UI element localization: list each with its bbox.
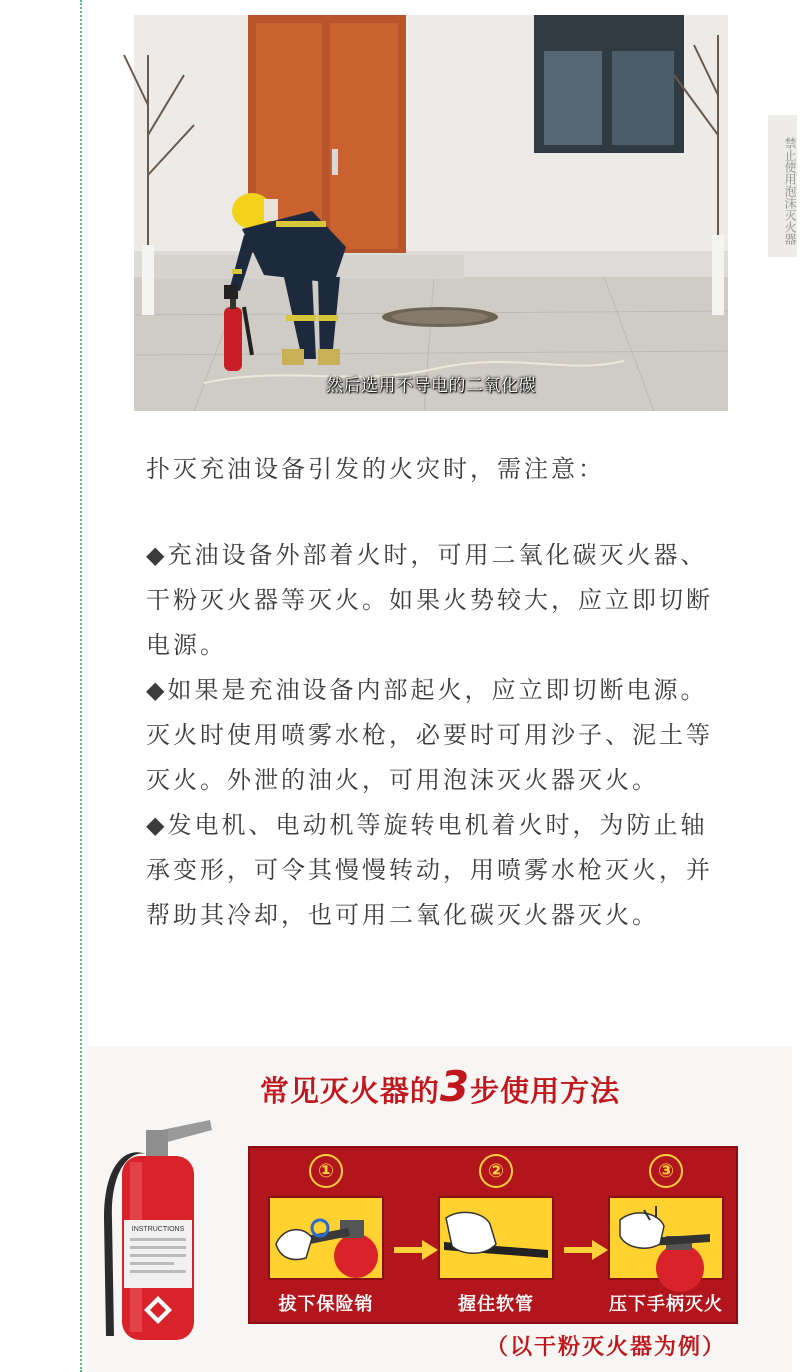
step-3	[608, 1148, 724, 1316]
steps-panel	[248, 1146, 738, 1324]
pull-pin-icon	[270, 1198, 382, 1278]
step-2-number: ②	[479, 1154, 513, 1188]
bullet-external-fire: ◆充油设备外部着火时，可用二氧化碳灭火器、干粉灭火器等灭火。如果火势较大，应立即切断电源。	[146, 541, 713, 659]
step-2-label: 握住软管	[458, 1294, 534, 1315]
step-3-label: 压下手柄灭火	[609, 1294, 723, 1315]
dotted-divider	[80, 0, 82, 1372]
photo-scene	[134, 15, 728, 411]
article-body	[146, 447, 722, 938]
arrow-right-icon	[564, 1238, 608, 1262]
bullet-internal-fire: ◆如果是充油设备内部起火，应立即切断电源。灭火时使用喷雾水枪，必要时可用沙子、泥土等灭火。外泄的油火，可用泡沫灭火器灭火。	[146, 676, 713, 794]
step-2-illustration	[438, 1196, 554, 1280]
step-3-number: ③	[649, 1154, 683, 1188]
step-1-number: ①	[309, 1154, 343, 1188]
title-suffix: 步使用方法	[470, 1074, 621, 1108]
wall-sign: 禁止使用泡沫灭火器	[768, 115, 797, 257]
intro-paragraph: 扑灭充油设备引发的火灾时，需注意：	[146, 455, 605, 483]
fire-extinguisher-icon	[100, 1110, 212, 1346]
step-3-illustration	[608, 1196, 724, 1280]
step-1-illustration	[268, 1196, 384, 1280]
example-note: （以干粉灭火器为例）	[486, 1335, 727, 1360]
step-2	[438, 1148, 554, 1316]
arrow-right-icon	[394, 1238, 438, 1262]
title-number: 3	[439, 1062, 471, 1111]
press-handle-icon	[610, 1198, 722, 1278]
step-1-label: 拔下保险销	[278, 1294, 374, 1315]
step-1	[268, 1148, 384, 1316]
video-caption: 然后选用不导电的二氧化碳	[326, 376, 536, 396]
instructions-label: INSTRUCTIONS	[131, 1226, 185, 1233]
bullet-rotating-machine: ◆发电机、电动机等旋转电机着火时，为防止轴承变形，可令其慢慢转动，用喷雾水枪灭火，并帮助其冷却，也可用二氧化碳灭火器灭火。	[146, 811, 713, 929]
infographic-title	[88, 1062, 792, 1111]
grip-hose-icon	[440, 1198, 552, 1278]
title-prefix: 常见灭火器的	[259, 1074, 440, 1108]
extinguisher-infographic	[88, 1046, 792, 1372]
firefighter-photo	[134, 15, 797, 411]
